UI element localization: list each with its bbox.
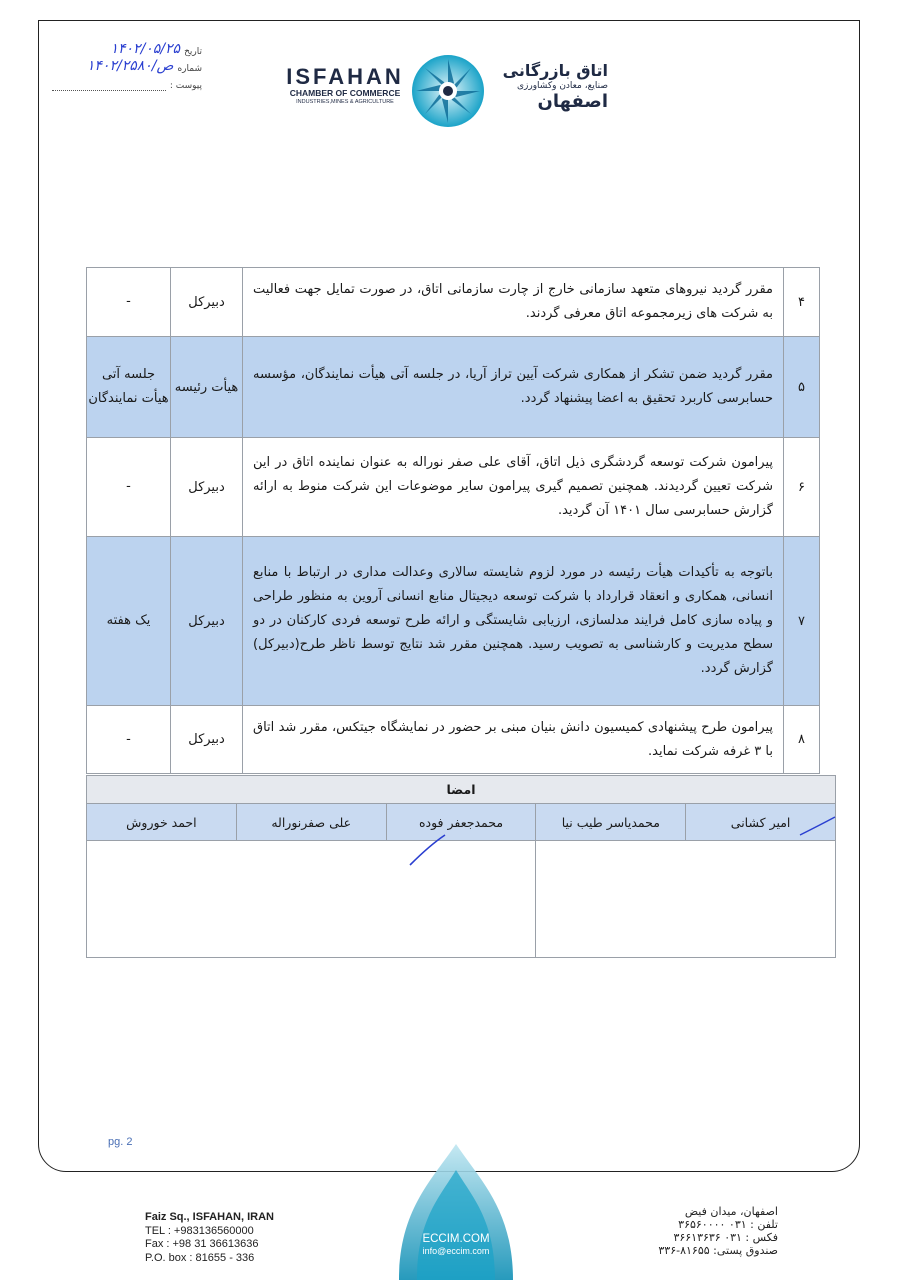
footer-tel-fa: تلفن : ۰۳۱ ۳۶۵۶۰۰۰۰ bbox=[678, 1218, 778, 1231]
row-number: ۸ bbox=[784, 706, 820, 774]
date-value: ۱۴۰۲/۰۵/۲۵ bbox=[110, 41, 181, 57]
signature-caption-row bbox=[87, 776, 836, 804]
signature-box bbox=[87, 841, 536, 958]
footer-emblem bbox=[395, 1140, 517, 1280]
number-label: شماره bbox=[177, 64, 202, 74]
number-value: ۱۴۰۲/ص/۲۵۸۰ bbox=[86, 58, 174, 74]
logo-en-subtitle-small: INDUSTRIES,MINES & AGRICULTURE bbox=[296, 99, 394, 105]
footer-emblem-icon bbox=[395, 1140, 517, 1280]
attachment-row bbox=[52, 74, 202, 91]
footer-website[interactable]: ECCIM.COM bbox=[422, 1233, 490, 1245]
signature-caption: امضا bbox=[87, 776, 836, 804]
row-responsible: دبیرکل bbox=[171, 706, 243, 774]
number-row bbox=[52, 57, 202, 74]
signature-table bbox=[86, 775, 836, 958]
chamber-logo-icon bbox=[410, 53, 486, 129]
footer-address-fa: اصفهان، میدان فیض bbox=[684, 1205, 778, 1218]
row-responsible: دبیرکل bbox=[171, 438, 243, 537]
signer-name: علی صفرنوراله bbox=[236, 804, 386, 841]
table-row bbox=[87, 706, 820, 774]
row-due: یک هفته bbox=[87, 537, 171, 706]
row-number: ۷ bbox=[784, 537, 820, 706]
footer-email[interactable]: info@eccim.com bbox=[422, 1246, 490, 1256]
row-number: ۶ bbox=[784, 438, 820, 537]
signature-names-row bbox=[87, 804, 836, 841]
table-row bbox=[87, 438, 820, 537]
logo-fa-city: اصفهان bbox=[537, 91, 608, 112]
resolutions-body bbox=[87, 268, 820, 774]
logo-persian bbox=[488, 62, 608, 112]
date-label: تاریخ bbox=[184, 47, 202, 57]
logo-fa-title: اتاق بازرگانی bbox=[502, 61, 608, 80]
footer-fax-en: Fax : +98 31 36613636 bbox=[145, 1238, 259, 1250]
table-row bbox=[87, 537, 820, 706]
row-responsible: دبیرکل bbox=[171, 537, 243, 706]
signer-name: احمد خوروش bbox=[87, 804, 237, 841]
row-text: پیرامون شرکت توسعه گردشگری ذیل اتاق، آقای علی صفر نوراله به عنوان نماینده اتاق در این شرکت تعیین گردیدند. همچنین تصمیم گیری پیرامون سایر موضوعات این شرکت منوط به ارائه گزارش حسابرسی سال ۱۴۰۱ آن گردید. bbox=[243, 438, 784, 537]
footer-fax-fa: فکس : ۰۳۱ ۳۶۶۱۳۶۳۶ bbox=[673, 1231, 778, 1244]
logo-english bbox=[280, 66, 410, 106]
row-responsible: هیأت رئیسه bbox=[171, 337, 243, 438]
footer-contact-en bbox=[145, 1211, 274, 1265]
date-row bbox=[52, 40, 202, 57]
signer-name: محمدیاسر طیب نیا bbox=[536, 804, 686, 841]
logo-en-title: ISFAHAN bbox=[286, 64, 404, 89]
signer-name: محمدجعفر فوده bbox=[386, 804, 536, 841]
row-due: - bbox=[87, 706, 171, 774]
footer-pobox-fa: صندوق پستی: ۸۱۶۵۵-۳۳۶ bbox=[658, 1244, 778, 1257]
table-row bbox=[87, 337, 820, 438]
signer-name: امیر کشانی bbox=[686, 804, 836, 841]
signature-space-row bbox=[87, 841, 836, 958]
row-responsible: دبیرکل bbox=[171, 268, 243, 337]
table-row bbox=[87, 268, 820, 337]
logo-en-subtitle: CHAMBER OF COMMERCE bbox=[289, 88, 401, 98]
attachment-dotted-line bbox=[52, 80, 166, 91]
logo-fa-subtitle: صنایع، معادن وکشاورزی bbox=[516, 81, 608, 91]
row-due: جلسه آتی هیأت نمایندگان bbox=[87, 337, 171, 438]
footer-pobox-en: P.O. box : 81655 - 336 bbox=[145, 1251, 255, 1264]
page-number: pg. 2 bbox=[108, 1136, 133, 1148]
row-number: ۵ bbox=[784, 337, 820, 438]
row-text: مقرر گردید ضمن تشکر از همکاری شرکت آیین تراز آریا، در جلسه آتی هیأت نمایندگان، مؤسسه حسابرسی کاربرد تحقیق به اعضا پیشنهاد گردد. bbox=[243, 337, 784, 438]
row-number: ۴ bbox=[784, 268, 820, 337]
row-text: مقرر گردید نیروهای متعهد سازمانی خارج از چارت سازمانی اتاق، در صورت تمایل جهت فعالیت به شرکت های زیرمجموعه اتاق معرفی گردند. bbox=[243, 268, 784, 337]
row-due: - bbox=[87, 268, 171, 337]
resolutions-table bbox=[86, 267, 820, 774]
row-text: پیرامون طرح پیشنهادی کمیسیون دانش بنیان مبنی بر حضور در نمایشگاه جیتکس، مقرر شد اتاق با ۳ غرفه شرکت نماید. bbox=[243, 706, 784, 774]
footer-tel-en: TEL : +983136560000 bbox=[145, 1224, 254, 1237]
letter-meta bbox=[52, 40, 202, 91]
footer-contact-fa bbox=[628, 1205, 778, 1257]
attachment-label: پیوست : bbox=[169, 81, 202, 91]
footer-address-en: Faiz Sq., ISFAHAN, IRAN bbox=[145, 1211, 274, 1223]
row-text: باتوجه به تأکیدات هیأت رئیسه در مورد لزوم شایسته سالاری وعدالت مداری در ارتباط با منابع انسانی، همکاری و انعقاد قرارداد با شرکت توسعه دیجیتال منابع انسانی آروین به منظور طراحی و پیاده سازی کامل فرایند مدلسازی، ارزیابی شایستگی و ارائه طرح توسعه فردی کارکنان در دو سطح مدیریت و کارشناسی به تصویب رسید. همچنین مقرر شد نتایج توسط ناظر طرح(دبیرکل) گزارش گردد. bbox=[243, 537, 784, 706]
signature-box bbox=[536, 841, 836, 958]
row-due: - bbox=[87, 438, 171, 537]
